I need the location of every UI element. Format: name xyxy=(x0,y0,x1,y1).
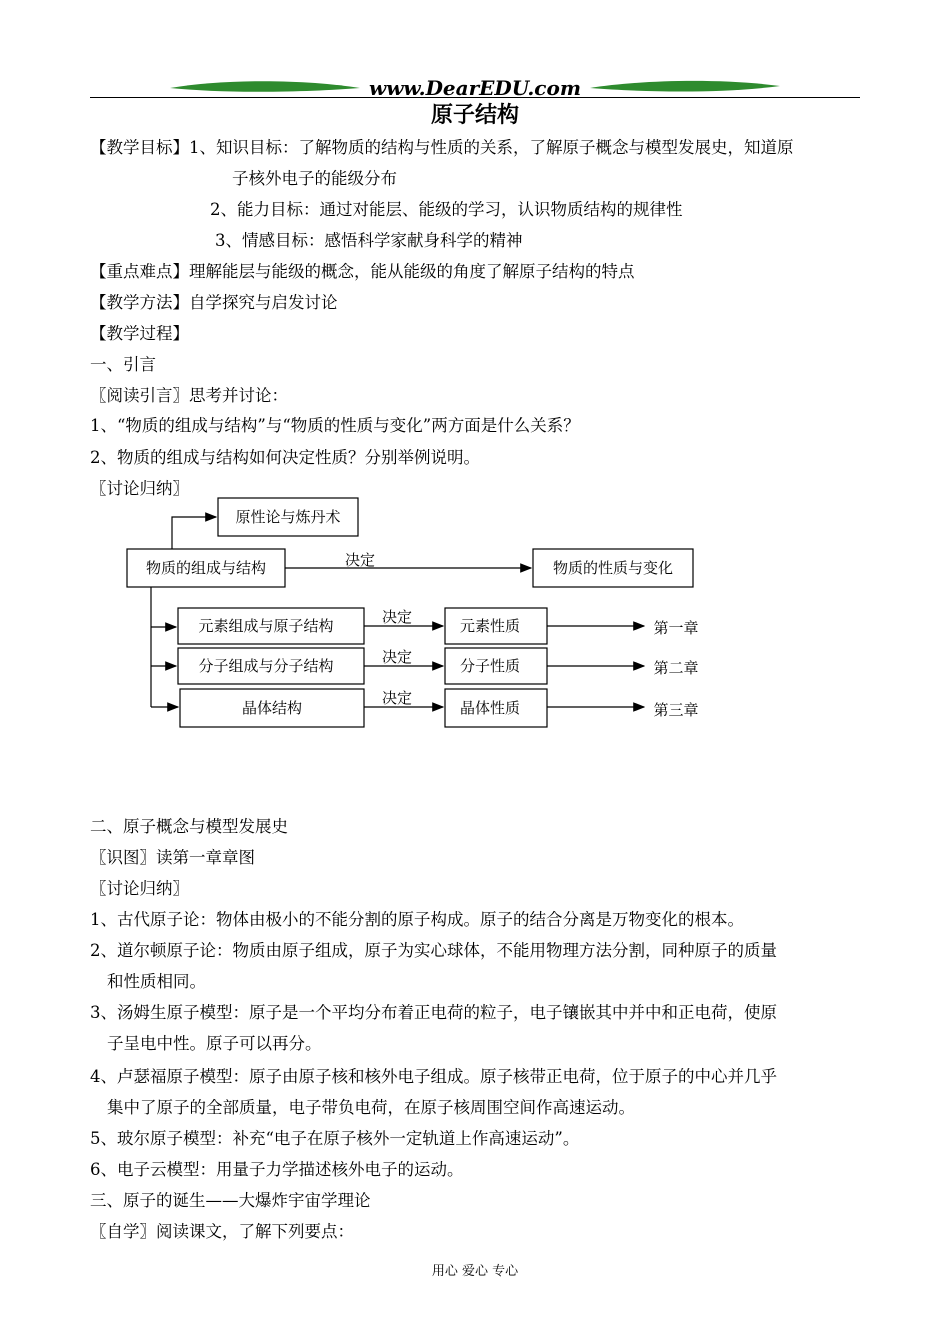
objectives-line-cont: 子核外电子的能级分布 xyxy=(232,169,397,188)
row-2-left-label: 分子组成与分子结构 xyxy=(198,657,334,675)
main-box-label: 物质的组成与结构 xyxy=(145,559,267,577)
logo-text: www.DearEDU.com xyxy=(368,76,582,100)
section-3-heading: 三、原子的诞生——大爆炸宇宙学理论 xyxy=(90,1191,371,1210)
electron-cloud-model: 6、电子云模型：用量子力学描述核外电子的运动。 xyxy=(90,1160,464,1179)
figure-reading: 〖识图〗读第一章章图 xyxy=(90,848,255,867)
thomson-model: 3、汤姆生原子模型：原子是一个平均分布着正电荷的粒子，电子镶嵌其中并中和正电荷，使原 xyxy=(90,1003,777,1022)
row-3-chapter: 第三章 xyxy=(653,701,699,719)
dalton-theory-cont: 和性质相同。 xyxy=(107,972,206,991)
top-box-label: 原性论与炼丹术 xyxy=(235,508,341,526)
rutherford-model-cont: 集中了原子的全部质量，电子带负电荷，在原子核周围空间作高速运动。 xyxy=(107,1098,635,1117)
emotion-objective: 3、情感目标：感悟科学家献身科学的精神 xyxy=(215,231,523,250)
row-1-arrow-label: 决定 xyxy=(381,608,413,626)
row-2-right-label: 分子性质 xyxy=(459,657,521,675)
self-study: 〖自学〗阅读课文，了解下列要点： xyxy=(90,1222,354,1241)
row-3-arrow-label: 决定 xyxy=(381,689,413,707)
section-1-heading: 一、引言 xyxy=(90,355,156,374)
footer-slogan: 用心 爱心 专心 xyxy=(431,1264,519,1279)
row-3-left-label: 晶体结构 xyxy=(241,699,303,717)
question-1: 1、“物质的组成与结构”与“物质的性质与变化”两方面是什么关系？ xyxy=(90,416,580,435)
main-arrow-label: 决定 xyxy=(344,551,376,569)
reading-intro: 〖阅读引言〗思考并讨论： xyxy=(90,386,288,405)
bohr-model: 5、玻尔原子模型：补充“电子在原子核外一定轨道上作高速运动”。 xyxy=(90,1129,580,1148)
section-2-heading: 二、原子概念与模型发展史 xyxy=(90,817,288,836)
row-1-left-label: 元素组成与原子结构 xyxy=(198,617,334,635)
dalton-theory: 2、道尔顿原子论：物质由原子组成，原子为实心球体，不能用物理方法分割，同种原子的质量 xyxy=(90,941,777,960)
up-arrow xyxy=(172,517,216,549)
teaching-process-heading: 【教学过程】 xyxy=(90,324,189,343)
row-2-arrow-label: 决定 xyxy=(381,648,413,666)
question-2: 2、物质的组成与结构如何决定性质？分别举例说明。 xyxy=(90,448,480,467)
rutherford-model: 4、卢瑟福原子模型：原子由原子核和核外电子组成。原子核带正电荷，位于原子的中心并几乎 xyxy=(90,1067,777,1086)
thomson-model-cont: 子呈电中性。原子可以再分。 xyxy=(107,1034,322,1053)
ability-objective: 2、能力目标：通过对能层、能级的学习，认识物质结构的规律性 xyxy=(210,200,683,219)
row-1-right-label: 元素性质 xyxy=(459,617,521,635)
teaching-method: 【教学方法】自学探究与启发讨论 xyxy=(90,293,338,312)
ancient-atomism: 1、古代原子论：物体由极小的不能分割的原子构成。原子的结合分离是万物变化的根本。 xyxy=(90,910,744,929)
objectives-line: 【教学目标】1、知识目标：了解物质的结构与性质的关系，了解原子概念与模型发展史，知道原 xyxy=(90,138,794,157)
row-1-chapter: 第一章 xyxy=(653,619,699,637)
page-title: 原子结构 xyxy=(430,103,519,128)
row-2-chapter: 第二章 xyxy=(653,659,699,677)
discussion-summary-heading: 〖讨论归纳〗 xyxy=(90,479,189,498)
discussion-summary-heading-2: 〖讨论归纳〗 xyxy=(90,879,189,898)
key-points: 【重点难点】理解能层与能级的概念，能从能级的角度了解原子结构的特点 xyxy=(90,262,635,281)
result-box-label: 物质的性质与变化 xyxy=(552,559,674,577)
row-3-right-label: 晶体性质 xyxy=(459,699,521,717)
